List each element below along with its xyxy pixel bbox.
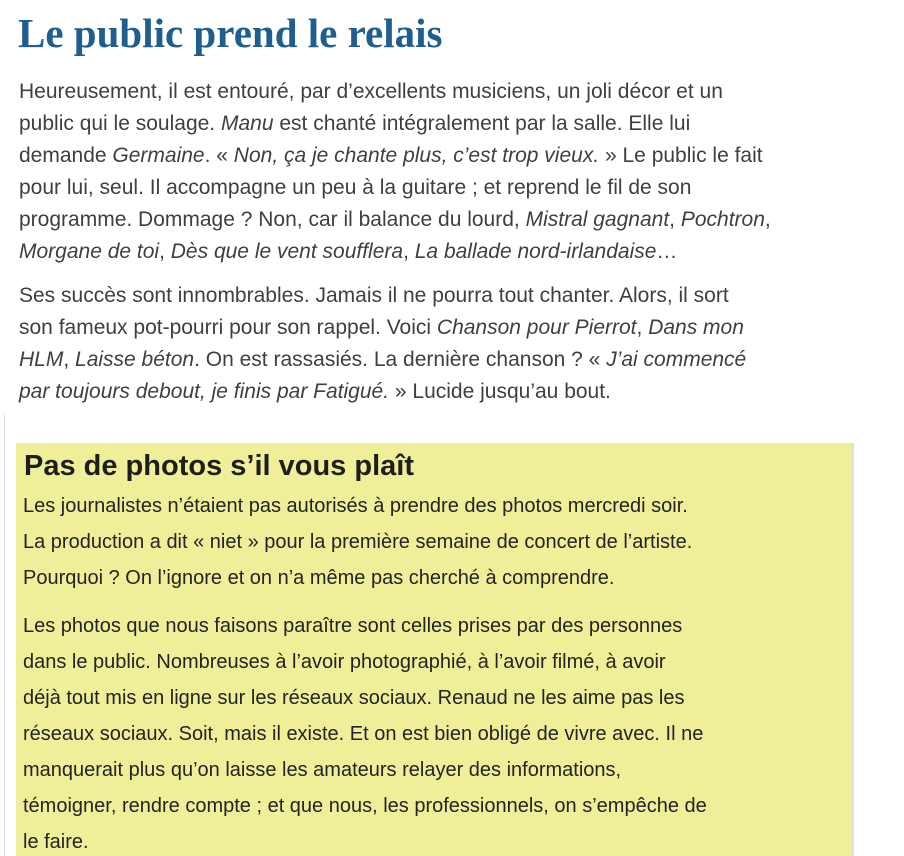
sidebar-body — [23, 488, 707, 856]
text-run: Heureusement, il est entouré, par d’excellents musiciens, un joli décor et un — [19, 80, 723, 103]
text-run: Ses succès sont innombrables. Jamais il ne pourra tout chanter. Alors, il sort — [19, 284, 729, 307]
text-run: . « — [204, 144, 234, 167]
italic-title: Pochtron — [680, 208, 765, 231]
italic-title: Dans mon — [648, 316, 744, 339]
text-run: … — [656, 240, 678, 263]
article-title: Le public prend le relais — [18, 10, 443, 56]
italic-title: Non, ça je chante plus, c’est trop vieux. — [233, 144, 600, 167]
italic-title: HLM — [19, 348, 64, 371]
text-line: Les photos que nous faisons paraître sont celles prises par des personnes — [23, 615, 683, 637]
text-run: demande — [19, 144, 113, 167]
italic-title: Chanson pour Pierrot — [436, 316, 637, 339]
text-run: , — [159, 240, 171, 263]
sidebar-box — [16, 443, 854, 856]
text-line: déjà tout mis en ligne sur les réseaux sociaux. Renaud ne les aime pas les — [23, 687, 685, 709]
italic-title: par toujours debout, je finis par Fatigué. — [19, 380, 390, 403]
text-run: son fameux pot-pourri pour son rappel. Voici — [19, 316, 437, 339]
text-line: Les journalistes n’étaient pas autorisés à prendre des photos mercredi soir. — [23, 495, 688, 517]
italic-title: J’ai commencé — [606, 348, 747, 371]
italic-title: Germaine — [112, 144, 205, 167]
text-run: » Lucide jusqu’au bout. — [389, 380, 611, 403]
text-line: témoigner, rendre compte ; et que nous, les professionnels, on s’empêche de — [23, 795, 707, 817]
sidebar-heading: Pas de photos s’il vous plaît — [24, 450, 414, 482]
text-run: est chanté intégralement par la salle. Elle lui — [273, 112, 691, 135]
text-run: , — [403, 240, 415, 263]
text-line: dans le public. Nombreuses à l’avoir photographié, à l’avoir filmé, à avoir — [23, 651, 666, 673]
text-run: public qui le soulage. — [19, 112, 221, 135]
italic-title: La ballade nord-irlandaise — [414, 240, 657, 263]
sidebar-paragraph-1 — [23, 488, 707, 596]
italic-title: Morgane de toi — [19, 240, 160, 263]
sidebar-paragraph-2 — [23, 608, 707, 856]
text-run: pour lui, seul. Il accompagne un peu à la guitare ; et reprend le fil de son — [19, 176, 692, 199]
article-paragraph-2 — [19, 280, 895, 408]
italic-title: Manu — [220, 112, 274, 135]
text-run: » Le public le fait — [599, 144, 763, 167]
italic-title: Dès que le vent soufflera — [170, 240, 404, 263]
text-run: , — [636, 316, 649, 339]
italic-title: Laisse béton — [75, 348, 195, 371]
article-body — [19, 76, 895, 408]
text-run: , — [764, 208, 771, 231]
column-rule — [4, 415, 5, 856]
text-run: , — [63, 348, 76, 371]
text-run: programme. Dommage ? Non, car il balance du lourd, — [19, 208, 526, 231]
text-line: manquerait plus qu’on laisse les amateurs relayer des informations, — [23, 759, 622, 781]
text-line: La production a dit « niet » pour la première semaine de concert de l’artiste. — [23, 531, 693, 553]
article-paragraph-1 — [19, 76, 895, 268]
text-run: , — [669, 208, 681, 231]
italic-title: Mistral gagnant — [525, 208, 670, 231]
text-line: le faire. — [23, 831, 89, 853]
text-line: réseaux sociaux. Soit, mais il existe. Et on est bien obligé de vivre avec. Il ne — [23, 723, 704, 745]
text-run: . On est rassasiés. La dernière chanson ? « — [194, 348, 607, 371]
text-line: Pourquoi ? On l’ignore et on n’a même pas cherché à comprendre. — [23, 567, 615, 589]
